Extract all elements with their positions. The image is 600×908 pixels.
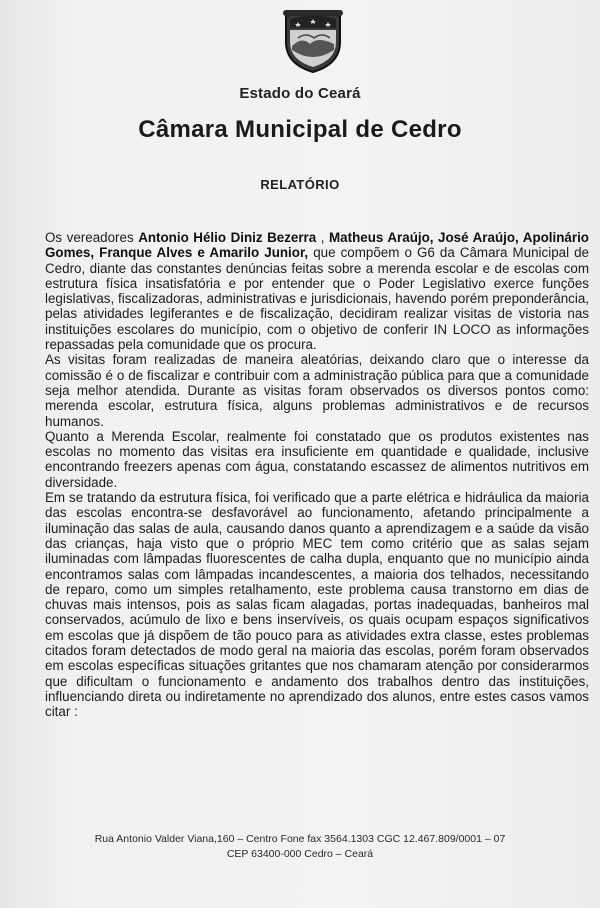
paragraph-introduction: Os vereadores Antonio Hélio Diniz Bezerra , Matheus Araújo, José Araújo, Apolinário Gomes, Franque Alves e Amarilo Junior, que compõem o G6 da Câmara Municipal de Cedro, diante das constantes denúncias feitas sobre a merenda escolar e de escolas com estrutura física insatisfatória e por entender que o Poder Legislativo exerce funções legislativas, fiscalizadoras, administrativas e jurisdicionais, havendo porém preponderância, pelas atividades legiferantes e de fiscalização, decidiram realizar visitas de vistoria nas instituições escolares do município, com o objetivo de conferir IN LOCO as informações repassadas pela comunidade que os procura. (45, 230, 590, 353)
footer-address-line: Rua Antonio Valder Viana,160 – Centro Fone fax 3564.1303 CGC 12.467.809/0001 – 07 (94, 833, 506, 845)
report-title: RELATÓRIO (260, 177, 340, 192)
paragraph-physical-structure: Em se tratando da estrutura física, foi verificado que a parte elétrica e hidráulica da maioria das escolas encontra-se desfavorável ao funcionamento, afetando principalmente a iluminação das salas de aula, causando danos quanto a aprendizagem e a saúde da visão das crianças, haja visto que o próprio MEC tem como critério que as salas sejam iluminadas com lâmpadas fluorescentes de calha dupla, enquanto que no município ainda encontramos salas com lâmpadas incandescentes, a maioria dos telhados, necessitando de reparo, como um simples retalhamento, este problema causa transtorno em dias de chuvas mais intensos, pois as salas ficam alagadas, portas inadequadas, banheiros mal conservados, acúmulo de lixo e bens inservíveis, os quais ocupam espaços significativos em escolas que já dispõem de tão pouco para as atividades extra classe, estes problemas citados foram detectados de modo geral na maioria das escolas, porém foram observados em escolas específicas situações gritantes que nos chamaram atenção por considerarmos que dificultam o funcionamento e andamento dos trabalhos dentro das instituições, influenciando direta ou indiretamente no aprendizado dos alunos, entre estes casos vamos citar : (45, 490, 589, 720)
footer-address (0, 832, 600, 862)
councilor-name: Antonio Hélio Diniz Bezerra (138, 230, 317, 245)
councilor-names: Matheus Araújo, José Araújo, Apolinário Gomes, Franque Alves e Amarilo Junior, (45, 230, 589, 261)
chamber-name: Câmara Municipal de Cedro (138, 116, 462, 143)
state-coat-of-arms-icon (280, 6, 346, 74)
paragraph-visits: As visitas foram realizadas de maneira aleatórias, deixando claro que o interesse da comissão é o de fiscalizar e contribuir com a administração pública para que a comunidade seja melhor atendida. Durante as visitas foram observados os diversos pontos como: merenda escolar, estrutura física, alguns problemas administrativos e de recursos humanos. (45, 352, 589, 429)
report-body (45, 230, 589, 720)
paragraph-school-meals: Quanto a Merenda Escolar, realmente foi constatado que os produtos existentes nas escolas no momento das visitas era insuficiente em quantidade e qualidade, inclusive encontrando freezers apenas com água, constatando escassez de alimentos nutritivos em diversidade. (45, 428, 589, 490)
state-name: Estado do Ceará (239, 85, 361, 102)
footer-postal-line: CEP 63400-000 Cedro – Ceará (226, 848, 374, 860)
